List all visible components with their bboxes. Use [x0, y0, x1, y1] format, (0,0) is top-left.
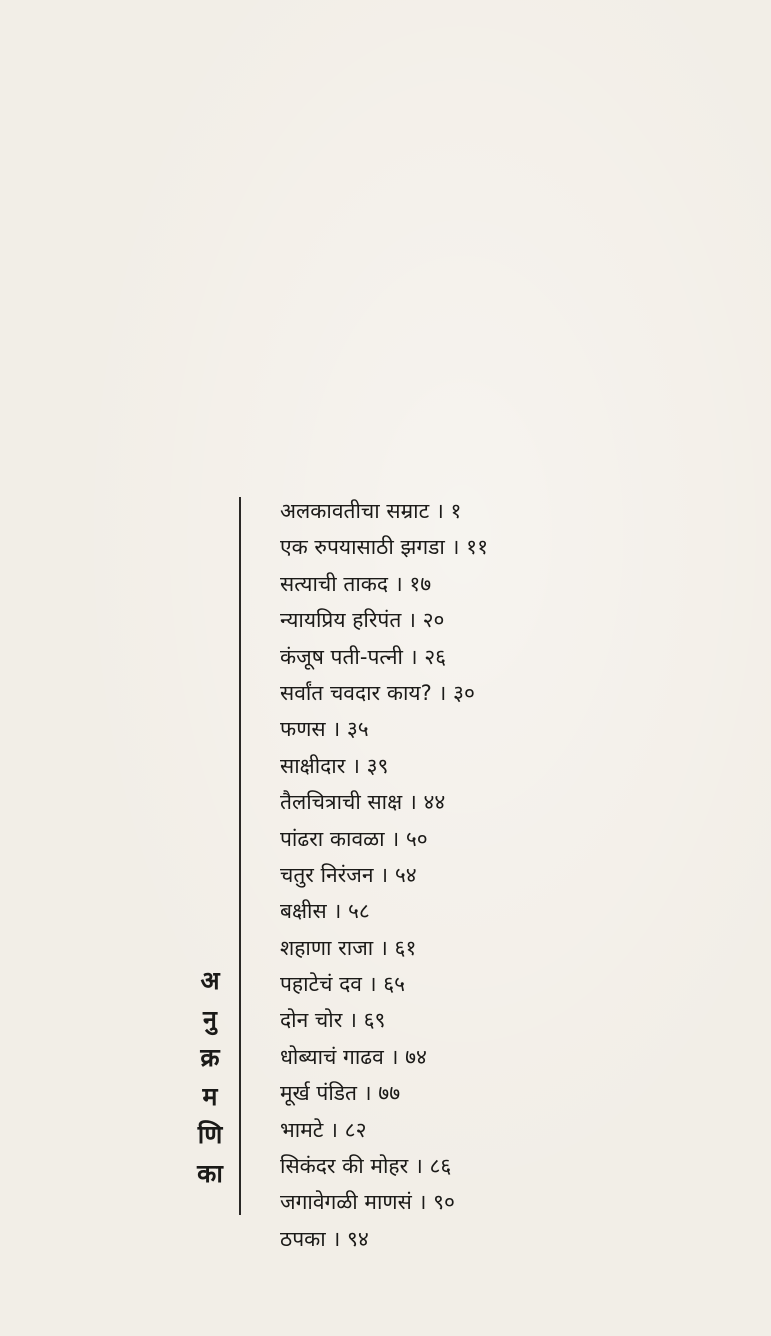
entry-separator: । — [384, 826, 406, 851]
entry-page-number: ४४ — [423, 790, 446, 815]
entry-title: भामटे — [280, 1117, 324, 1142]
entry-title: चतुर निरंजन — [280, 862, 374, 887]
entry-separator: । — [429, 499, 451, 523]
entry-separator: । — [342, 1008, 364, 1033]
entry-separator: । — [444, 535, 467, 560]
contents-entry — [280, 639, 488, 675]
entry-separator: । — [431, 680, 454, 705]
entry-page-number: ८६ — [429, 1154, 452, 1179]
entry-separator: । — [323, 1117, 345, 1142]
vertical-divider — [239, 497, 241, 1215]
entry-separator: । — [373, 862, 395, 887]
entry-separator: । — [383, 1044, 406, 1069]
contents-entry — [280, 821, 488, 857]
entry-title: पहाटेचं दव — [280, 972, 362, 997]
entry-title: ठपका — [280, 1226, 326, 1251]
heading-char: णि — [197, 1120, 223, 1149]
entry-title: जगावेगळी माणसं — [280, 1190, 412, 1215]
contents-entry — [280, 748, 488, 784]
entry-page-number: १७ — [409, 571, 432, 596]
entry-page-number: ५० — [405, 826, 428, 851]
contents-list — [280, 493, 488, 1257]
entry-page-number: ९४ — [347, 1226, 369, 1251]
entry-title: न्यायप्रिय हरिपंत — [280, 608, 402, 633]
entry-title: धोब्याचं गाढव — [280, 1044, 384, 1069]
entry-separator: । — [411, 1190, 434, 1215]
entry-page-number: ५८ — [348, 899, 370, 924]
entry-page-number: ७४ — [405, 1044, 427, 1069]
heading-char: नु — [203, 1004, 217, 1034]
entry-separator: । — [361, 972, 384, 997]
entry-page-number: ६५ — [383, 972, 406, 997]
entry-separator: । — [345, 753, 367, 778]
contents-entry — [280, 493, 488, 529]
contents-entry — [280, 930, 488, 966]
entry-page-number: ९० — [433, 1190, 455, 1215]
entry-title: मूर्ख पंडित — [280, 1081, 357, 1106]
heading-char: म — [202, 1081, 218, 1111]
entry-separator: । — [401, 608, 423, 633]
entry-separator: । — [408, 1154, 430, 1179]
entry-page-number: २० — [422, 608, 445, 633]
entry-title: साक्षीदार — [280, 753, 346, 778]
entry-separator: । — [402, 790, 424, 815]
contents-entry — [280, 784, 488, 820]
entry-page-number: २६ — [424, 644, 447, 669]
entry-separator: । — [325, 1226, 348, 1251]
contents-entry — [280, 711, 488, 747]
entry-page-number: १ — [450, 499, 462, 523]
entry-separator: । — [326, 899, 348, 924]
contents-entry — [280, 1112, 488, 1148]
heading-char: का — [197, 1158, 223, 1188]
entry-title: शहाणा राजा — [280, 935, 374, 960]
contents-entry — [280, 602, 488, 638]
contents-entry — [280, 529, 488, 565]
contents-heading — [188, 962, 232, 1193]
entry-page-number: ३५ — [346, 717, 369, 742]
entry-title: बक्षीस — [280, 899, 327, 924]
contents-entry — [280, 1148, 488, 1184]
contents-entry — [280, 857, 488, 893]
heading-char: क्र — [200, 1043, 220, 1072]
entry-title: सर्वांत चवदार काय? — [280, 680, 432, 705]
entry-page-number: ६१ — [394, 935, 417, 960]
entry-page-number: ५४ — [394, 862, 417, 887]
entry-separator: । — [325, 717, 347, 742]
entry-separator: । — [388, 571, 410, 596]
entry-page-number: ३९ — [366, 753, 389, 778]
entry-page-number: ८२ — [344, 1117, 367, 1142]
entry-title: फणस — [280, 717, 326, 742]
contents-entry — [280, 1184, 488, 1220]
contents-entry — [280, 1221, 488, 1257]
entry-separator: । — [373, 935, 395, 960]
heading-char: अ — [200, 966, 220, 995]
contents-entry — [280, 966, 488, 1002]
contents-entry — [280, 566, 488, 602]
entry-title: कंजूष पती-पत्नी — [280, 644, 403, 669]
entry-title: तैलचित्राची साक्ष — [280, 790, 403, 815]
entry-title: सिकंदर की मोहर — [280, 1154, 409, 1179]
entry-title: पांढरा कावळा — [280, 826, 385, 851]
contents-entry — [280, 1039, 488, 1075]
contents-entry — [280, 1075, 488, 1111]
entry-title: दोन चोर — [280, 1008, 343, 1033]
entry-title: अलकावतीचा सम्राट — [280, 499, 430, 523]
contents-entry — [280, 893, 488, 929]
entry-title: सत्याची ताकद — [280, 571, 389, 596]
entry-title: एक रुपयासाठी झगडा — [280, 535, 445, 560]
entry-page-number: ११ — [466, 535, 489, 560]
entry-page-number: ३० — [453, 680, 475, 705]
entry-separator: । — [402, 644, 425, 669]
entry-separator: । — [356, 1081, 379, 1106]
contents-entry — [280, 1002, 488, 1038]
entry-page-number: ७७ — [378, 1081, 401, 1106]
entry-page-number: ६९ — [363, 1008, 386, 1033]
contents-entry — [280, 675, 488, 711]
